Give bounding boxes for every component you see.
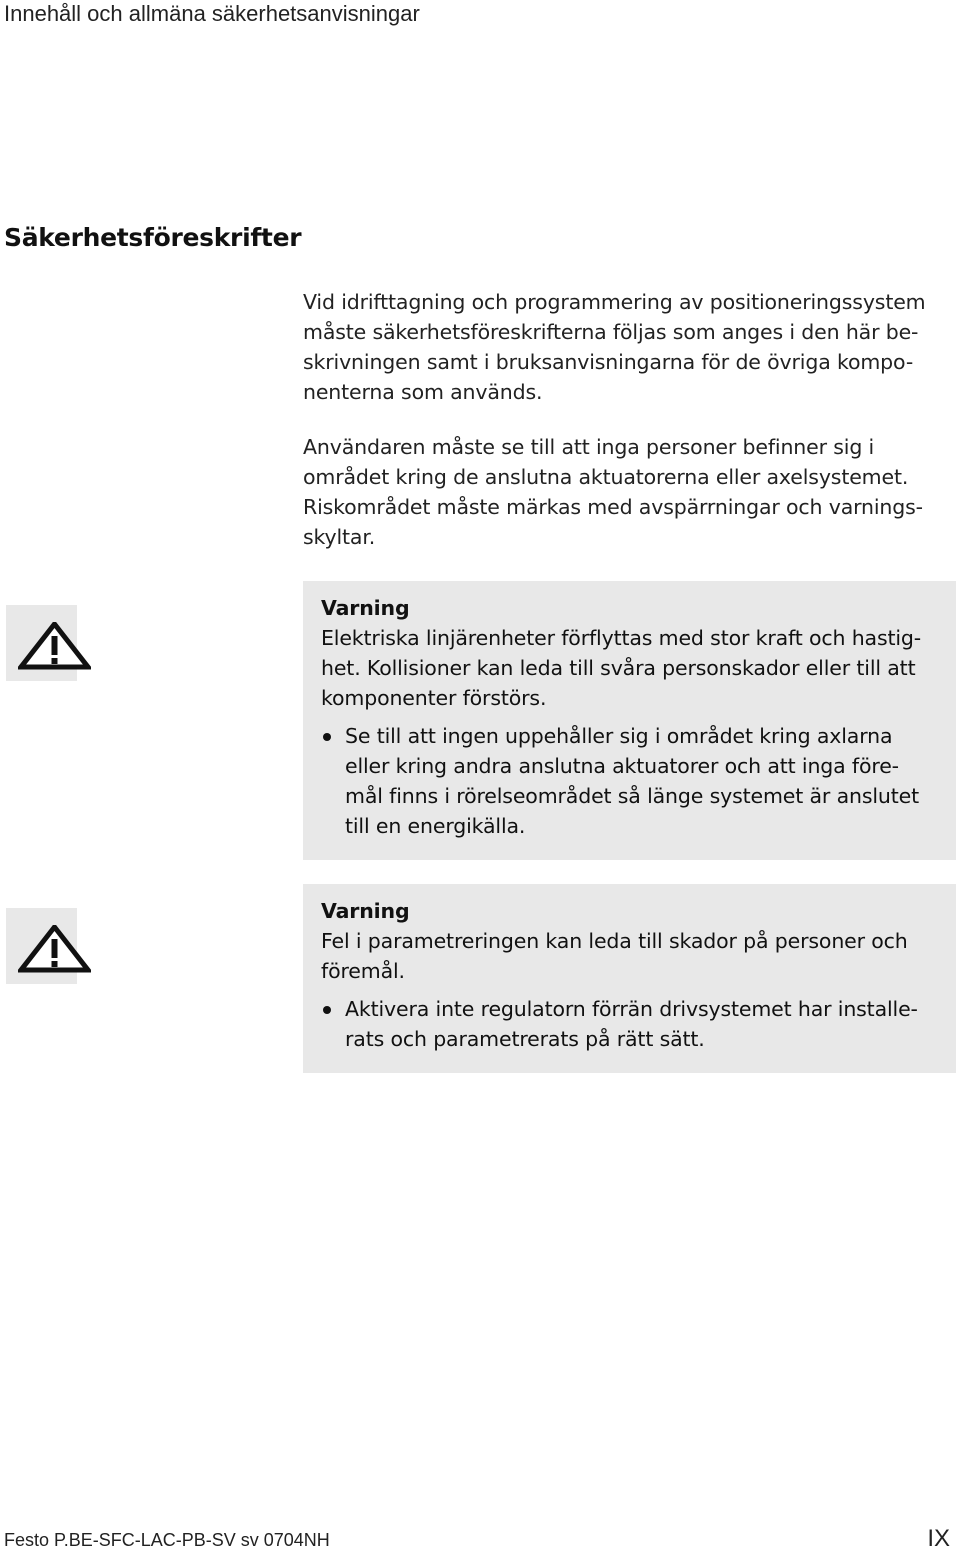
paragraph-line: nenterna som används.: [303, 380, 543, 404]
warning-bullet-item: [321, 994, 946, 1054]
paragraph-intro: [303, 287, 953, 407]
warning-triangle-icon: [18, 925, 91, 973]
warning-title: Varning: [321, 899, 410, 923]
warning-text-line: het. Kollisioner kan leda till svåra personskador eller till att: [321, 656, 916, 680]
bullet-text-line: Aktivera inte regulatorn förrän drivsystemet har installe-: [345, 997, 918, 1021]
paragraph-line: Användaren måste se till att inga personer befinner sig i: [303, 435, 875, 459]
paragraph-line: Riskområdet måste märkas med avspärrningar och varnings-: [303, 495, 923, 519]
paragraph-line: området kring de anslutna aktuatorerna eller axelsystemet.: [303, 465, 909, 489]
bullet-text-line: Se till att ingen uppehåller sig i området kring axlarna: [345, 724, 893, 748]
footer-page-number: IX: [927, 1525, 950, 1552]
warning-text-line: Fel i parametreringen kan leda till skador på personer och: [321, 929, 908, 953]
footer-document-id: Festo P.BE-SFC-LAC-PB-SV sv 0704NH: [4, 1530, 330, 1550]
warning-text-line: komponenter förstörs.: [321, 686, 547, 710]
warning-box: [303, 581, 956, 860]
bullet-text-line: till en energikälla.: [345, 814, 526, 838]
bullet-text-line: eller kring andra anslutna aktuatorer och att inga före-: [345, 754, 899, 778]
warning-text-line: föremål.: [321, 959, 405, 983]
warning-title: Varning: [321, 596, 410, 620]
paragraph-line: skrivningen samt i bruksanvisningarna för de övriga kompo-: [303, 350, 914, 374]
bullet-icon: [323, 733, 331, 741]
warning-triangle-icon: [18, 622, 91, 670]
paragraph-line: måste säkerhetsföreskrifterna följas som anges i den här be-: [303, 320, 919, 344]
section-title: Säkerhetsföreskrifter: [4, 223, 302, 252]
warning-bullet-item: [321, 721, 946, 841]
bullet-text-line: rats och parametrerats på rätt sätt.: [345, 1027, 705, 1051]
bullet-icon: [323, 1006, 331, 1014]
warning-icon-box: [6, 908, 77, 984]
running-header: Innehåll och allmäna säkerhetsanvisningar: [4, 1, 420, 26]
paragraph-user-responsibility: [303, 432, 953, 552]
bullet-text-line: mål finns i rörelseområdet så länge systemet är anslutet: [345, 784, 919, 808]
paragraph-line: skyltar.: [303, 525, 376, 549]
warning-icon-box: [6, 605, 77, 681]
warning-box: [303, 884, 956, 1073]
paragraph-line: Vid idrifttagning och programmering av positioneringssystem: [303, 290, 926, 314]
warning-text-line: Elektriska linjärenheter förflyttas med stor kraft och hastig-: [321, 626, 922, 650]
